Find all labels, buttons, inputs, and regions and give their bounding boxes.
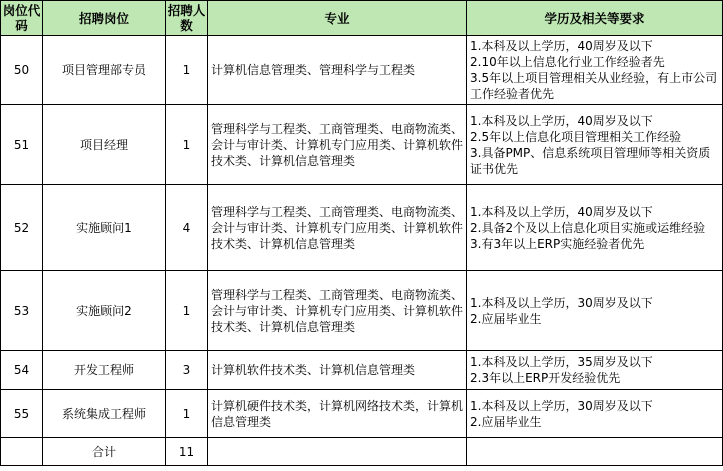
header-position: 招聘岗位 [43,1,166,36]
cell-major: 计算机硬件技术类，计算机网络技术类，计算机信息管理类 [208,390,467,438]
cell-requirements [467,105,723,185]
table-row [1,390,723,438]
requirement-line: 1.本科及以上学历，30周岁及以下 [470,398,653,413]
cell-requirements [467,36,723,105]
cell-requirements [467,351,723,390]
cell-count: 3 [166,351,208,390]
requirement-line: 3.有3年以上ERP实施经验者优先 [470,236,645,251]
header-requirements: 学历及相关等要求 [467,1,723,36]
cell-count: 1 [166,271,208,351]
requirement-line: 3.具备PMP、信息系统项目管理师等相关资质证书优先 [470,145,711,176]
cell-major: 管理科学与工程类、工商管理类、电商物流类、会计与审计类、计算机专门应用类、计算机软件技术类、计算机信息管理类 [208,271,467,351]
table-row [1,351,723,390]
requirement-line: 1.本科及以上学历，40周岁及以下 [470,113,653,128]
cell-code: 52 [1,185,43,271]
header-count: 招聘人数 [166,1,208,36]
requirement-line: 2.5年以上信息化项目管理相关工作经验 [470,129,682,144]
table-row [1,36,723,105]
cell-requirements [467,271,723,351]
cell-code: 55 [1,390,43,438]
table-row [1,185,723,271]
cell-major: 管理科学与工程类、工商管理类、电商物流类、会计与审计类、计算机专门应用类、计算机软件技术类、计算机信息管理类 [208,105,467,185]
requirement-line: 2.3年以上ERP开发经验优先 [470,371,621,385]
cell-position: 实施顾问2 [43,271,166,351]
cell-position: 项目经理 [43,105,166,185]
cell-code: 54 [1,351,43,390]
requirement-line: 1.本科及以上学历，35周岁及以下 [470,355,653,369]
total-row [1,438,723,466]
total-count: 11 [166,438,208,466]
header-code: 岗位代码 [1,1,43,36]
cell-count: 4 [166,185,208,271]
cell-position: 系统集成工程师 [43,390,166,438]
cell-major: 计算机信息管理类、管理科学与工程类 [208,36,467,105]
cell-count: 1 [166,36,208,105]
requirement-line: 2.应届毕业生 [470,311,542,326]
header-major: 专业 [208,1,467,36]
table-row [1,105,723,185]
cell-count: 1 [166,105,208,185]
total-label: 合计 [43,438,166,466]
cell-code: 50 [1,36,43,105]
requirement-line: 1.本科及以上学历，30周岁及以下 [470,295,653,310]
cell-requirements [467,390,723,438]
cell-major: 计算机软件技术类、计算机信息管理类 [208,351,467,390]
table-row [1,271,723,351]
cell-count: 1 [166,390,208,438]
requirement-line: 2.具备2个及以上信息化项目实施或运维经验 [470,220,706,235]
requirement-line: 1.本科及以上学历，40周岁及以下 [470,39,653,53]
cell-major: 管理科学与工程类、工商管理类、电商物流类、会计与审计类、计算机专门应用类、计算机软件技术类、计算机信息管理类 [208,185,467,271]
requirement-line: 1.本科及以上学历，40周岁及以下 [470,204,653,219]
requirement-line: 2.应届毕业生 [470,414,542,429]
cell-empty [467,438,723,466]
cell-code: 53 [1,271,43,351]
cell-position: 开发工程师 [43,351,166,390]
cell-empty [1,438,43,466]
cell-code: 51 [1,105,43,185]
cell-empty [208,438,467,466]
cell-position: 项目管理部专员 [43,36,166,105]
header-row [1,1,723,36]
requirement-line: 3.5年以上项目管理相关从业经验，有上市公司工作经验者优先 [470,71,718,101]
requirement-line: 2.10年以上信息化行业工作经验者先 [470,55,665,69]
cell-position: 实施顾问1 [43,185,166,271]
cell-requirements [467,185,723,271]
